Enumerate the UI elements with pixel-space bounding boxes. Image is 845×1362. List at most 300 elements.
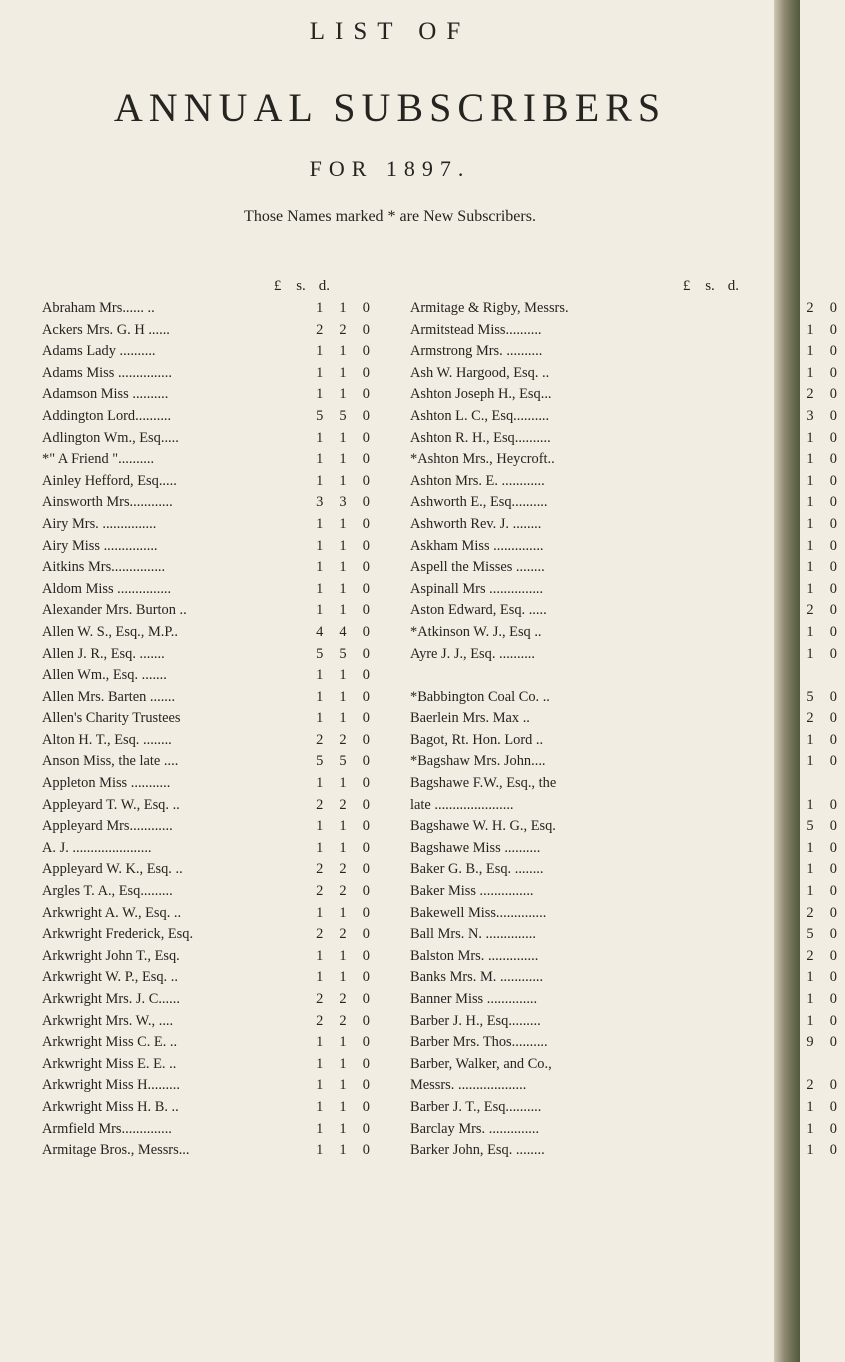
subscription-amount: [308, 557, 378, 579]
shillings-value: 5: [339, 645, 347, 662]
subscriber-name: Barclay Mrs. ..............: [410, 1120, 540, 1137]
pounds-value: 2: [316, 883, 324, 900]
pence-value: 0: [362, 1055, 370, 1072]
pounds-value: 1: [316, 472, 324, 489]
shillings-value: 2: [339, 861, 347, 878]
subscriber-name: Allen W. S., Esq., M.P..: [42, 623, 178, 640]
subscriber-row: [42, 1140, 370, 1162]
shillings-value: 1: [806, 861, 814, 878]
subscriber-name: Ash W. Hargood, Esq. ..: [410, 364, 550, 381]
pounds-value: 1: [316, 300, 324, 316]
subscriber-name: Ashton Joseph H., Esq...: [410, 386, 552, 403]
pence-value: 0: [362, 386, 370, 403]
pence-value: 0: [829, 710, 837, 727]
pounds-value: 1: [316, 710, 324, 727]
pence-value: 0: [362, 883, 370, 900]
pounds-value: 2: [316, 926, 324, 943]
pence-value: 0: [829, 537, 837, 554]
shillings-value: 1: [806, 753, 814, 770]
subscriber-row: [42, 449, 370, 471]
subscriber-name: *Bagshaw Mrs. John....: [410, 753, 546, 770]
shillings-value: 1: [806, 839, 814, 856]
subscriber-name: Arkwright Miss H.........: [42, 1077, 180, 1094]
pence-value: 0: [362, 904, 370, 921]
pounds-value: 1: [316, 429, 324, 446]
subscription-amount: [308, 492, 378, 514]
subscriber-name: Balston Mrs. ..............: [410, 947, 539, 964]
shillings-value: 1: [806, 451, 814, 468]
page-edge: [774, 0, 800, 1362]
shillings-value: 1: [339, 515, 347, 532]
pence-value: 0: [362, 623, 370, 640]
subscriber-name: *Atkinson W. J., Esq ..: [410, 623, 542, 640]
subscriber-row: [410, 1119, 837, 1141]
shillings-value: 1: [339, 688, 347, 705]
pence-value: 0: [362, 775, 370, 792]
pence-value: 0: [829, 753, 837, 770]
subscriber-name: Arkwright Miss H. B. ..: [42, 1098, 179, 1115]
subscriber-row: [410, 881, 837, 903]
subscriber-row: [42, 665, 370, 687]
pence-value: 0: [362, 429, 370, 446]
pence-value: 0: [362, 1012, 370, 1029]
pence-value: 0: [829, 321, 837, 338]
subscriber-name: Arkwright Frederick, Esq.: [42, 926, 194, 943]
pounds-value: 1: [316, 839, 324, 856]
subscriber-row: [42, 1011, 370, 1033]
shillings-value: 1: [806, 429, 814, 446]
shillings-value: 3: [806, 407, 814, 424]
pence-value: 0: [829, 969, 837, 986]
subscriber-row: [42, 1075, 370, 1097]
pence-header: d.: [318, 278, 330, 294]
pounds-value: 1: [316, 904, 324, 921]
subscriber-row: [42, 384, 370, 406]
subscriber-name: Allen J. R., Esq. .......: [42, 645, 165, 662]
pence-value: 0: [829, 731, 837, 748]
subscriber-row: [410, 406, 837, 428]
subscription-amount: [308, 644, 378, 666]
shillings-value: 2: [806, 947, 814, 964]
pounds-header: £: [682, 278, 691, 294]
pounds-value: 1: [316, 667, 324, 684]
pence-value: 0: [362, 947, 370, 964]
pence-value: 0: [362, 321, 370, 338]
subscriber-name: Armitage & Rigby, Messrs.: [410, 300, 569, 316]
subscriber-name: late ......................: [410, 796, 514, 813]
subscriber-row: [410, 967, 837, 989]
subscription-amount: [308, 449, 378, 471]
shillings-value: 1: [806, 1012, 814, 1029]
pence-value: 0: [362, 537, 370, 554]
pence-value: 0: [362, 451, 370, 468]
subscriber-name: Anson Miss, the late ....: [42, 753, 179, 770]
pounds-value: 1: [316, 688, 324, 705]
subscriber-name: Argles T. A., Esq.........: [42, 883, 173, 900]
shillings-value: 1: [806, 645, 814, 662]
subscriber-name: Ashton L. C., Esq..........: [410, 407, 550, 424]
subscriber-name: Ashworth E., Esq..........: [410, 494, 548, 511]
pounds-value: 1: [316, 775, 324, 792]
pence-value: 0: [829, 904, 837, 921]
subscription-amount: [308, 881, 378, 903]
subscriber-name: Arkwright Mrs. W., ....: [42, 1012, 174, 1029]
pence-value: 0: [362, 364, 370, 381]
subscriber-name: Allen Mrs. Barten .......: [42, 688, 176, 705]
pence-value: 0: [829, 991, 837, 1007]
subscription-amount: [308, 924, 378, 946]
subscriber-name: Alexander Mrs. Burton ..: [42, 602, 187, 619]
subscriber-name: Armfield Mrs..............: [42, 1120, 172, 1137]
subscription-amount: [308, 989, 378, 1011]
subscriber-row: [410, 384, 837, 406]
shillings-header: s.: [705, 278, 715, 294]
subscriber-row: [42, 816, 370, 838]
shillings-value: 1: [339, 300, 347, 316]
subscriber-name: Adlington Wm., Esq.....: [42, 429, 179, 446]
subscriber-row: [42, 514, 370, 536]
pence-value: 0: [362, 645, 370, 662]
pounds-value: 2: [316, 861, 324, 878]
pounds-value: 1: [316, 818, 324, 835]
pence-value: 0: [829, 1012, 837, 1029]
subscriber-name: Barker John, Esq. ........: [410, 1142, 545, 1159]
subscriber-row: [410, 903, 837, 925]
subscriber-row: [42, 859, 370, 881]
shillings-value: 1: [339, 343, 347, 360]
shillings-value: 1: [806, 472, 814, 489]
pence-value: 0: [829, 947, 837, 964]
shillings-value: 2: [339, 1012, 347, 1029]
subscriber-row: [410, 687, 837, 709]
shillings-value: 1: [339, 602, 347, 619]
subscriber-row: [42, 536, 370, 558]
subscriber-name: Airy Mrs. ...............: [42, 515, 157, 532]
subscriber-row: [410, 341, 837, 363]
shillings-value: 1: [339, 818, 347, 835]
subscriber-row: [42, 687, 370, 709]
shillings-value: 2: [806, 1077, 814, 1094]
subscriber-name: Arkwright John T., Esq.: [42, 947, 180, 964]
subscriber-name: Allen's Charity Trustees: [42, 710, 181, 727]
shillings-value: 2: [806, 602, 814, 619]
subscriber-row: [410, 816, 837, 838]
subscriber-name: Bagot, Rt. Hon. Lord ..: [410, 731, 544, 748]
subscription-amount: [308, 298, 378, 320]
subscriber-row: [42, 730, 370, 752]
subscriber-name: Messrs. ...................: [410, 1077, 527, 1094]
subscriber-row: [42, 1097, 370, 1119]
subscription-amount: [308, 1097, 378, 1119]
shillings-value: 1: [339, 472, 347, 489]
shillings-value: 1: [806, 969, 814, 986]
pence-value: 0: [829, 1142, 837, 1159]
left-subscriber-list: [42, 298, 370, 1162]
subscriber-row: [410, 449, 837, 471]
subscription-amount: [308, 665, 378, 687]
right-subscriber-list: [410, 298, 837, 1162]
pence-value: 0: [829, 883, 837, 900]
pounds-value: 1: [316, 969, 324, 986]
subscription-amount: [308, 341, 378, 363]
shillings-value: 1: [339, 839, 347, 856]
pence-value: 0: [362, 343, 370, 360]
subscriber-name: Banner Miss ..............: [410, 991, 538, 1007]
pounds-value: 1: [316, 947, 324, 964]
subscriber-row: [410, 579, 837, 601]
pounds-value: 2: [316, 321, 324, 338]
subscriber-name: Arkwright Miss E. E. ..: [42, 1055, 177, 1072]
subscriber-row: [410, 298, 837, 320]
subscriber-row: [410, 1054, 750, 1076]
pounds-value: 1: [316, 1142, 324, 1159]
page-title: ANNUAL SUBSCRIBERS: [113, 85, 667, 130]
shillings-value: 1: [339, 1055, 347, 1072]
shillings-value: 9: [806, 1034, 814, 1051]
subscriber-row: [42, 946, 370, 968]
shillings-value: 5: [806, 926, 814, 943]
subscriber-name: Adams Lady ..........: [42, 343, 156, 360]
pence-value: 0: [362, 1098, 370, 1115]
subscriber-row: [42, 1032, 370, 1054]
shillings-value: 1: [806, 1120, 814, 1137]
pence-header: d.: [727, 278, 739, 294]
shillings-value: 1: [339, 1098, 347, 1115]
subscription-amount: [308, 320, 378, 342]
shillings-value: 1: [806, 537, 814, 554]
pence-value: 0: [829, 796, 837, 813]
subscriber-row: [410, 363, 837, 385]
subscriber-name: Bagshawe F.W., Esq., the: [410, 775, 557, 792]
subscription-amount: [308, 751, 378, 773]
pence-value: 0: [829, 472, 837, 489]
pence-value: 0: [829, 386, 837, 403]
shillings-value: 1: [806, 623, 814, 640]
shillings-value: 4: [339, 623, 347, 640]
pence-value: 0: [362, 580, 370, 597]
subscriber-row: [42, 600, 370, 622]
pence-value: 0: [829, 839, 837, 856]
subscriber-name: Ayre J. J., Esq. ..........: [410, 645, 535, 662]
pounds-value: 1: [316, 343, 324, 360]
subscriber-row: [410, 665, 750, 687]
subscriber-row: [42, 773, 370, 795]
pence-value: 0: [829, 602, 837, 619]
subscriber-row: [410, 751, 837, 773]
pence-value: 0: [362, 969, 370, 986]
pounds-value: 1: [316, 451, 324, 468]
subscriber-row: [410, 946, 837, 968]
subscriber-row: [410, 471, 837, 493]
subscription-amount: [308, 1075, 378, 1097]
shillings-value: 1: [339, 947, 347, 964]
subscriber-name: Appleton Miss ...........: [42, 775, 171, 792]
subscriber-name: Airy Miss ...............: [42, 537, 158, 554]
shillings-value: 1: [339, 710, 347, 727]
subscriber-name: Bagshawe W. H. G., Esq.: [410, 818, 556, 835]
subscriber-name: Ashton Mrs. E. ............: [410, 472, 545, 489]
pounds-value: 1: [316, 1120, 324, 1137]
subscriber-row: [410, 795, 837, 817]
shillings-value: 1: [806, 321, 814, 338]
pence-value: 0: [362, 710, 370, 727]
shillings-value: 2: [339, 321, 347, 338]
pence-value: 0: [362, 1077, 370, 1094]
subscription-amount: [308, 1011, 378, 1033]
shillings-header: s.: [296, 278, 306, 294]
subscriber-row: [410, 708, 837, 730]
subscriber-name: Bakewell Miss..............: [410, 904, 547, 921]
pence-value: 0: [829, 861, 837, 878]
subscriber-name: Armitage Bros., Messrs...: [42, 1142, 190, 1159]
subscriber-row: [42, 644, 370, 666]
subscription-amount: [308, 816, 378, 838]
pence-value: 0: [362, 1142, 370, 1159]
subscriber-row: [42, 320, 370, 342]
subscriber-row: [410, 320, 837, 342]
subscriber-name: Baker Miss ...............: [410, 883, 534, 900]
subscriber-name: Appleyard W. K., Esq. ..: [42, 861, 183, 878]
shillings-value: 1: [339, 1034, 347, 1051]
subscription-amount: [308, 536, 378, 558]
subscriber-name: Abraham Mrs...... ..: [42, 300, 155, 316]
shillings-value: 1: [339, 537, 347, 554]
shillings-value: 1: [339, 451, 347, 468]
shillings-value: 1: [806, 1142, 814, 1159]
subscriber-row: [410, 557, 837, 579]
subscriber-row: [42, 298, 370, 320]
shillings-value: 1: [339, 775, 347, 792]
pence-value: 0: [362, 731, 370, 748]
shillings-value: 1: [806, 796, 814, 813]
subscription-amount: [308, 514, 378, 536]
pence-value: 0: [829, 926, 837, 943]
subscriber-row: [410, 730, 837, 752]
subscriber-name: Ackers Mrs. G. H ......: [42, 321, 170, 338]
shillings-value: 1: [806, 559, 814, 576]
subscriber-row: [42, 903, 370, 925]
pence-value: 0: [362, 796, 370, 813]
subscription-amount: [308, 384, 378, 406]
subscription-amount: [308, 363, 378, 385]
subscriber-row: [410, 1097, 837, 1119]
pence-value: 0: [829, 559, 837, 576]
subscriber-name: Ainsworth Mrs............: [42, 494, 173, 511]
pence-value: 0: [829, 1098, 837, 1115]
pence-value: 0: [829, 645, 837, 662]
pence-value: 0: [829, 451, 837, 468]
subscription-amount: [308, 1032, 378, 1054]
shillings-value: 1: [339, 364, 347, 381]
subscription-amount: [308, 773, 378, 795]
shillings-value: 1: [806, 1098, 814, 1115]
subscriber-row: [42, 924, 370, 946]
subscriber-name: Askham Miss ..............: [410, 537, 544, 554]
pounds-value: 2: [316, 796, 324, 813]
subscription-amount: [308, 903, 378, 925]
pence-value: 0: [362, 602, 370, 619]
subscriber-row: [42, 406, 370, 428]
pounds-value: 1: [316, 386, 324, 403]
subscriber-row: [42, 341, 370, 363]
pounds-value: 2: [316, 991, 324, 1007]
subscription-amount: [308, 406, 378, 428]
shillings-value: 1: [806, 515, 814, 532]
subscription-amount: [308, 859, 378, 881]
subscriber-name: Appleyard Mrs............: [42, 818, 173, 835]
subscriber-row: [410, 1140, 837, 1162]
shillings-value: 1: [339, 904, 347, 921]
shillings-value: 2: [806, 386, 814, 403]
pence-value: 0: [829, 623, 837, 640]
shillings-value: 2: [339, 796, 347, 813]
subscriber-name: Aitkins Mrs...............: [42, 559, 166, 576]
subscription-amount: [308, 708, 378, 730]
subscriber-row: [42, 492, 370, 514]
shillings-value: 1: [339, 667, 347, 684]
new-subscribers-note: Those Names marked * are New Subscribers.: [244, 208, 536, 225]
subscriber-row: [410, 859, 837, 881]
shillings-value: 1: [339, 386, 347, 403]
pence-value: 0: [362, 926, 370, 943]
shillings-value: 2: [806, 300, 814, 316]
shillings-value: 1: [806, 991, 814, 1007]
subscriber-row: [42, 1119, 370, 1141]
pence-value: 0: [829, 515, 837, 532]
subscription-amount: [308, 795, 378, 817]
right-column-header: [675, 278, 745, 295]
subscriber-name: Arkwright A. W., Esq. ..: [42, 904, 182, 921]
subscriber-row: [410, 773, 750, 795]
shillings-value: 2: [339, 731, 347, 748]
pence-value: 0: [362, 559, 370, 576]
pounds-value: 1: [316, 559, 324, 576]
pence-value: 0: [362, 839, 370, 856]
pounds-value: 1: [316, 580, 324, 597]
pence-value: 0: [362, 753, 370, 770]
shillings-value: 1: [339, 580, 347, 597]
subscriber-row: [410, 536, 837, 558]
pence-value: 0: [362, 861, 370, 878]
pounds-value: 4: [316, 623, 324, 640]
pence-value: 0: [362, 515, 370, 532]
subscriber-name: A. J. ......................: [42, 839, 152, 856]
subscriber-name: Ainley Hefford, Esq.....: [42, 472, 177, 489]
subscriber-name: Aspell the Misses ........: [410, 559, 545, 576]
pounds-value: 1: [316, 515, 324, 532]
shillings-value: 1: [339, 429, 347, 446]
pounds-value: 1: [316, 1034, 324, 1051]
subscription-amount: [308, 1140, 378, 1162]
subscriber-row: [410, 1032, 837, 1054]
subscriber-row: [42, 622, 370, 644]
subscriber-name: Appleyard T. W., Esq. ..: [42, 796, 180, 813]
pence-value: 0: [362, 407, 370, 424]
subscriber-name: Arkwright W. P., Esq. ..: [42, 969, 178, 986]
pounds-value: 2: [316, 731, 324, 748]
pence-value: 0: [362, 1034, 370, 1051]
subscription-amount: [308, 838, 378, 860]
shillings-value: 1: [339, 969, 347, 986]
subscriber-name: Aston Edward, Esq. .....: [410, 602, 547, 619]
shillings-value: 5: [339, 407, 347, 424]
pence-value: 0: [362, 688, 370, 705]
subscription-amount: [308, 1054, 378, 1076]
shillings-value: 5: [806, 688, 814, 705]
subscriber-row: [42, 579, 370, 601]
subscriber-name: Arkwright Miss C. E. ..: [42, 1034, 178, 1051]
pence-value: 0: [829, 407, 837, 424]
